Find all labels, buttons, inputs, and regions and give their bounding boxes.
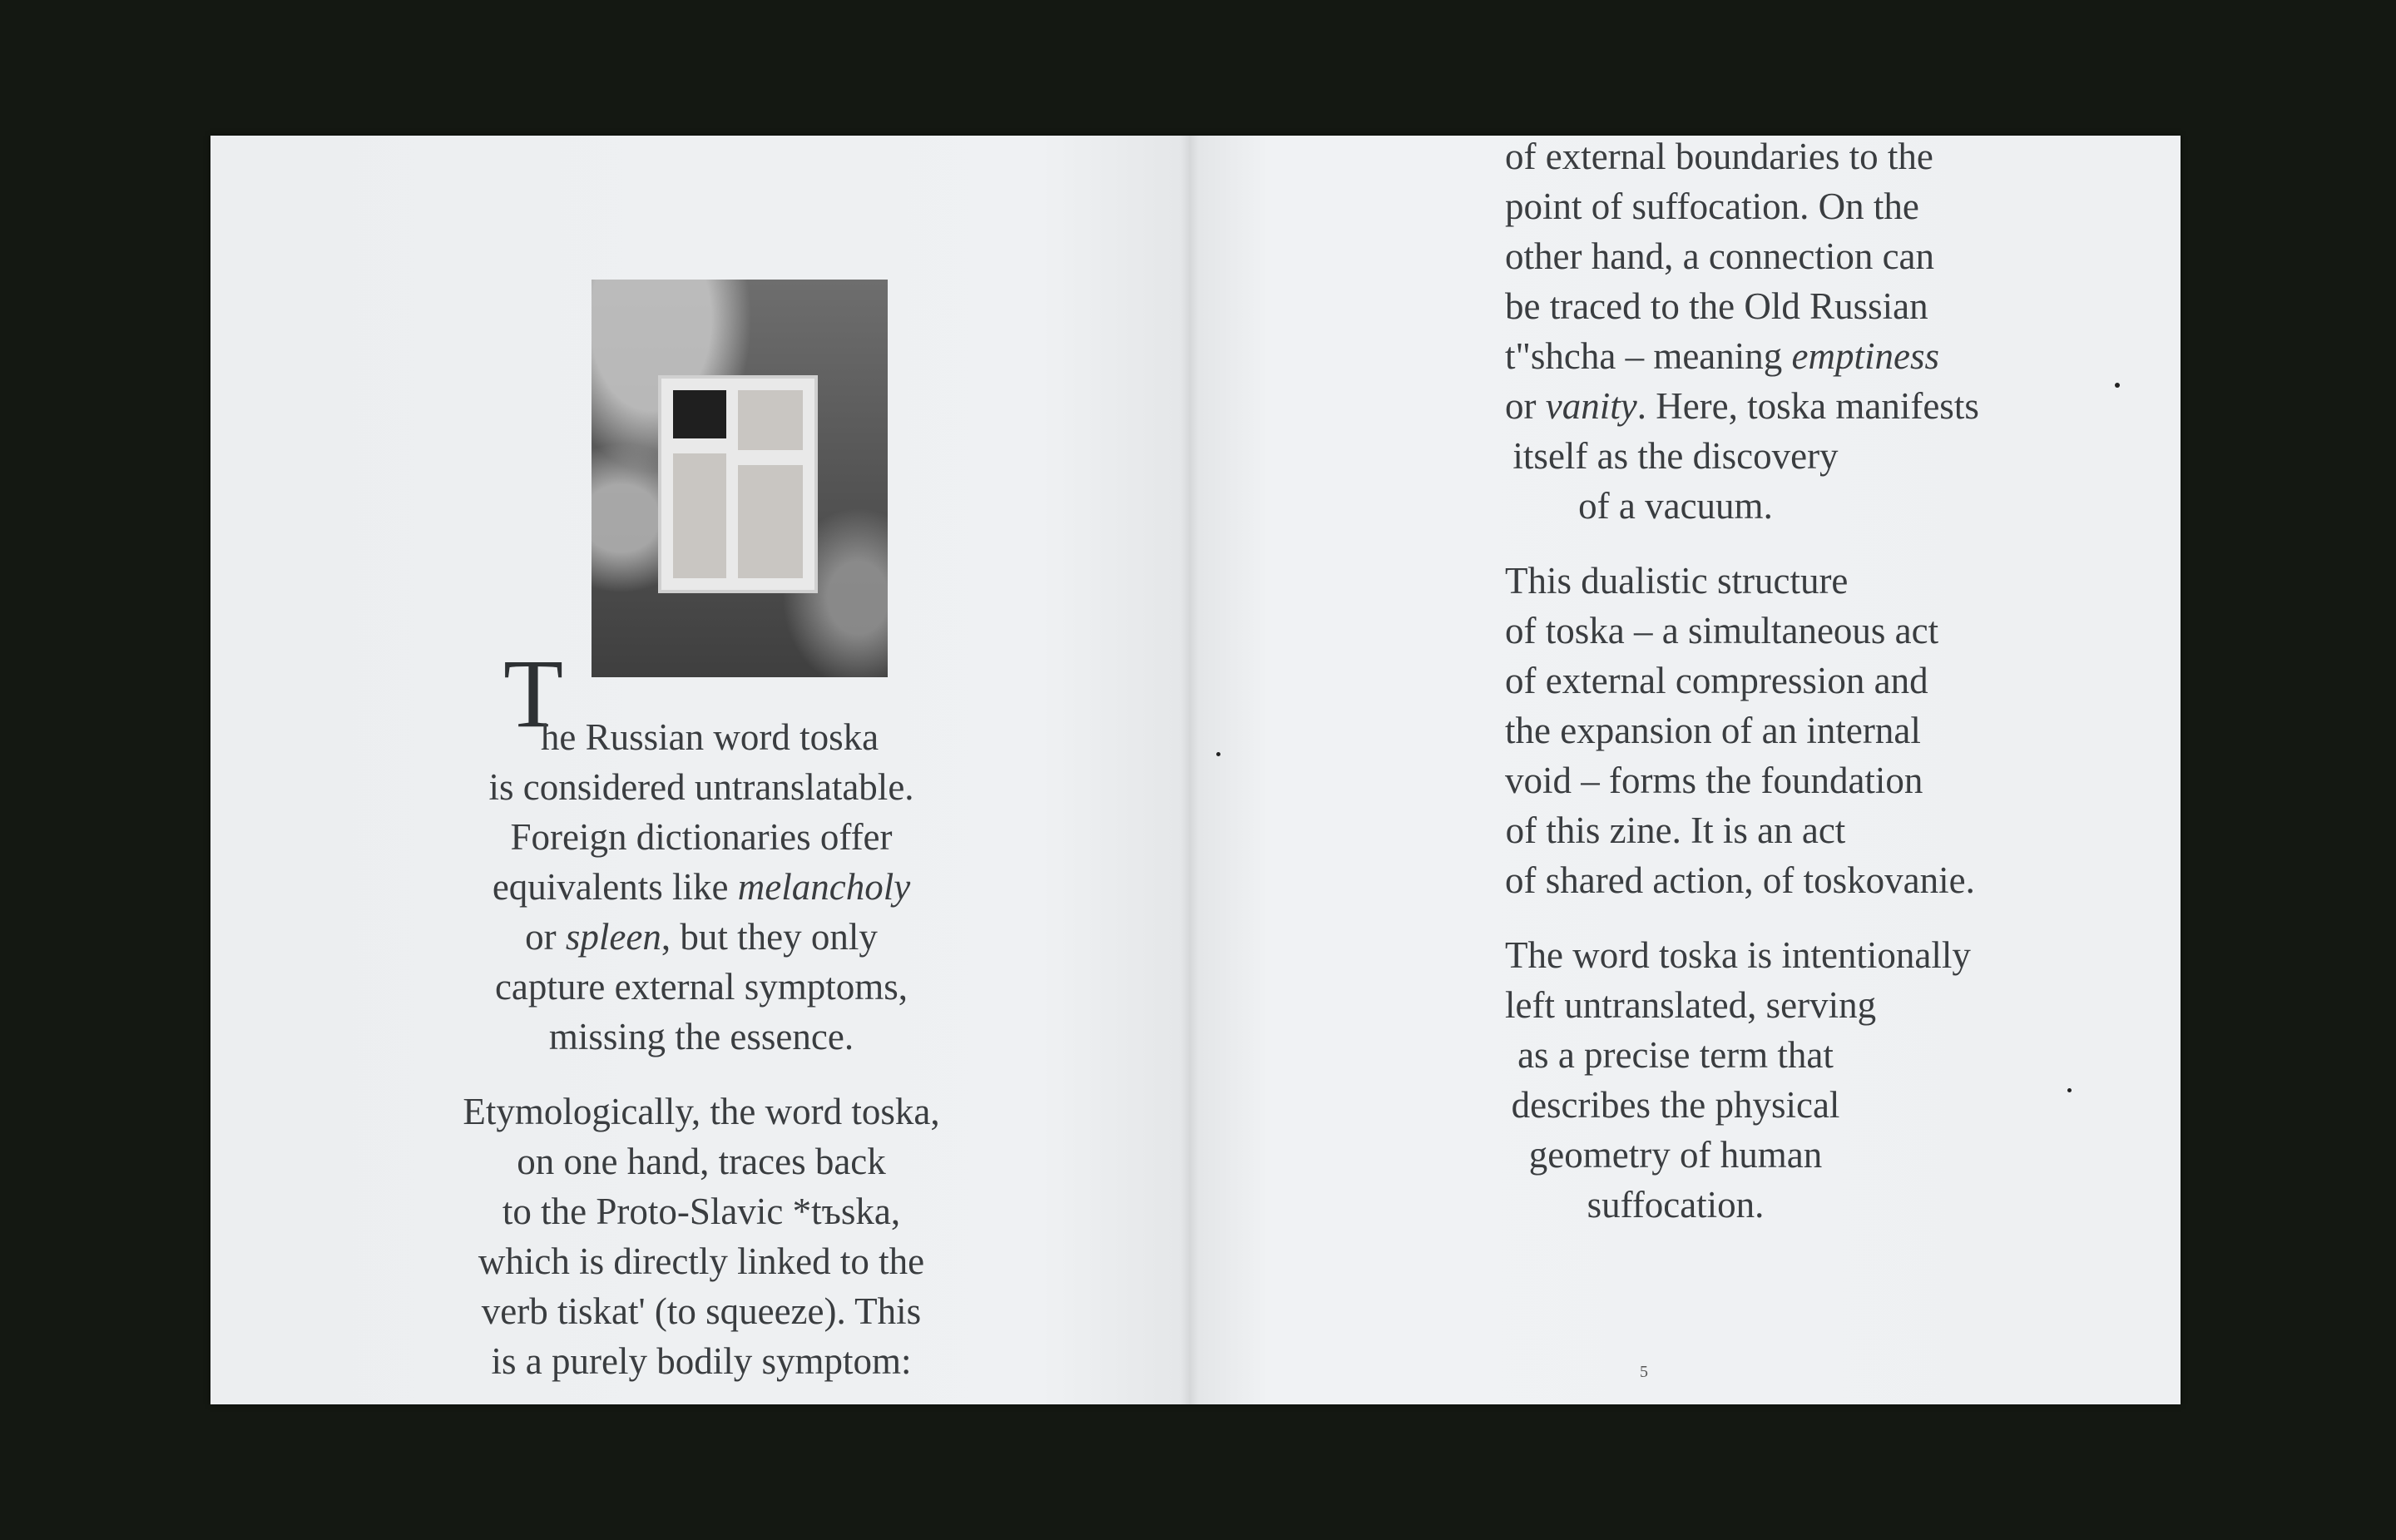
text-line: be traced to the Old Russian: [1505, 285, 1928, 327]
text-line: which is directly linked to the: [478, 1240, 925, 1282]
text-line: Foreign dictionaries offer: [510, 816, 893, 858]
text-line: or spleen, but they only: [525, 916, 878, 958]
right-paragraph: [1505, 556, 1975, 905]
text-line: itself as the discovery: [1512, 435, 1839, 477]
page-number: 5: [1640, 1363, 1648, 1381]
left-page: [210, 136, 1189, 1404]
zine-spread: [210, 136, 2181, 1404]
gutter-shadow: [1181, 136, 1199, 1404]
text-line: describes the physical: [1511, 1084, 1840, 1126]
text-line: of external compression and: [1505, 660, 1928, 701]
text-line: The word toska is intentionally: [1505, 934, 1971, 976]
text-line: of this zine. It is an act: [1505, 810, 1846, 851]
text-line: is considered untranslatable.: [488, 766, 914, 808]
text-line: missing the essence.: [548, 1016, 854, 1057]
text-line: of shared action, of toskovanie.: [1505, 859, 1975, 901]
text-line: he Russian word toska: [540, 716, 879, 758]
text-line: Etymologically, the word toska,: [463, 1091, 940, 1132]
text-line: capture external symptoms,: [494, 966, 908, 1008]
window-pane-curtain: [738, 465, 803, 578]
window-pane-curtain: [673, 453, 726, 578]
text-line: or vanity. Here, toska manifests: [1505, 385, 1979, 427]
text-line: verb tiskat' (to squeeze). This: [481, 1290, 922, 1332]
text-line: other hand, a connection can: [1505, 235, 1935, 277]
text-line: to the Proto-Slavic *tъska,: [502, 1191, 901, 1232]
window-pane: [738, 390, 803, 450]
left-paragraph: [460, 1087, 943, 1386]
window-frame: [658, 375, 818, 593]
text-line: geometry of human: [1528, 1134, 1823, 1176]
text-line: suffocation.: [1587, 1184, 1765, 1226]
text-line: This dualistic structure: [1505, 560, 1849, 602]
text-line: on one hand, traces back: [517, 1141, 886, 1182]
text-line: of a vacuum.: [1578, 485, 1773, 527]
right-paragraph: [1505, 136, 1979, 531]
paper-speck: [1216, 752, 1220, 756]
text-line: the expansion of an internal: [1505, 710, 1921, 751]
right-page: [1189, 136, 2181, 1404]
text-line: of external boundaries to the: [1505, 136, 1933, 177]
window-pane-dark: [673, 390, 726, 438]
text-line: t"shcha – meaning emptiness: [1505, 335, 1940, 377]
text-line: point of suffocation. On the: [1505, 186, 1919, 227]
text-line: is a purely bodily symptom:: [491, 1340, 912, 1382]
text-line: equivalents like melancholy: [492, 866, 911, 908]
text-line: of toska – a simultaneous act: [1505, 610, 1939, 651]
left-paragraph: [460, 712, 943, 1062]
drop-cap: T: [503, 639, 564, 748]
window-photo: [592, 280, 888, 677]
text-line: as a precise term that: [1517, 1034, 1834, 1076]
left-body-text: [460, 712, 943, 1404]
paper-speck: [2067, 1088, 2072, 1092]
text-line: void – forms the foundation: [1505, 760, 1923, 801]
text-line: left untranslated, serving: [1505, 984, 1877, 1026]
right-paragraph: [1505, 930, 1971, 1230]
paper-speck: [2115, 383, 2120, 388]
right-body-text: [1505, 136, 1979, 1255]
